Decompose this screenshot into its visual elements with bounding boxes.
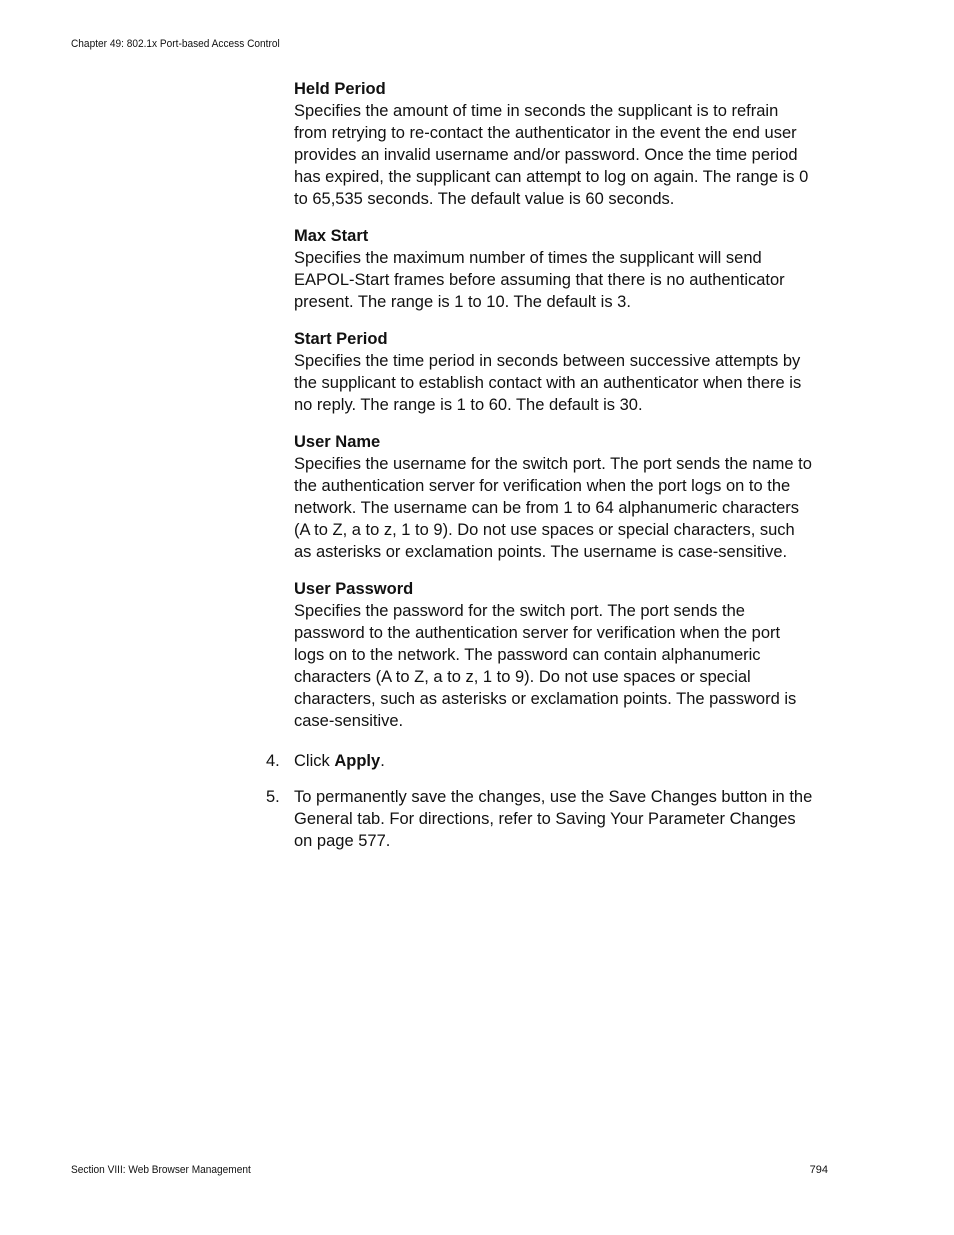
param-title: Max Start: [294, 227, 369, 245]
footer-section: Section VIII: Web Browser Management: [71, 1164, 251, 1176]
param-title: Start Period: [294, 330, 388, 348]
step-text: To permanently save the changes, use the Save Changes button in the General tab. For directions, refer to Saving Your Parameter Changes on page 577.: [294, 788, 813, 850]
step-text-suffix: .: [380, 752, 385, 770]
param-start-period: [294, 328, 814, 416]
step-5: [266, 786, 814, 852]
page-number: 794: [809, 1164, 828, 1176]
param-description: Specifies the password for the switch port. The port sends the password to the authentication server for verification when the port logs on to the network. The password can contain alphanumeric characters (A to Z, a to z, 1 to 9). Do not use spaces or special characters, such as asterisks or exclamation points. The password is case-sensitive.: [294, 602, 797, 730]
procedure-steps: [266, 750, 814, 852]
param-description: Specifies the amount of time in seconds the supplicant is to refrain from retrying to re-contact the authenticator in the event the end user provides an invalid username and/or password. Once the time period has expired, the supplicant can attempt to log on again. The range is 0 to 65,535 seconds. The default value is 60 seconds.: [294, 102, 809, 208]
param-held-period: [294, 78, 814, 210]
param-description: Specifies the username for the switch port. The port sends the name to the authentication server for verification when the port logs on to the network. The username can be from 1 to 64 alphanumeric characters (A to Z, a to z, 1 to 9). Do not use spaces or special characters, such as asterisks or exclamation points. The username is case-sensitive.: [294, 455, 812, 561]
param-title: User Name: [294, 433, 381, 451]
param-max-start: [294, 225, 814, 313]
param-user-name: [294, 431, 814, 563]
step-number: 4.: [266, 752, 280, 770]
param-title: Held Period: [294, 80, 386, 98]
step-number: 5.: [266, 788, 280, 806]
main-content: [266, 78, 814, 866]
param-description: Specifies the maximum number of times the supplicant will send EAPOL-Start frames before assuming that there is no authenticator present. The range is 1 to 10. The default is 3.: [294, 249, 785, 311]
param-title: User Password: [294, 580, 414, 598]
step-text-prefix: Click: [294, 752, 335, 770]
step-4: [266, 750, 814, 772]
apply-label: Apply: [334, 752, 381, 770]
param-user-password: [294, 578, 814, 732]
param-description: Specifies the time period in seconds between successive attempts by the supplicant to establish contact with an authenticator when there is no reply. The range is 1 to 60. The default is 30.: [294, 352, 802, 414]
running-header: Chapter 49: 802.1x Port-based Access Control: [71, 38, 280, 50]
